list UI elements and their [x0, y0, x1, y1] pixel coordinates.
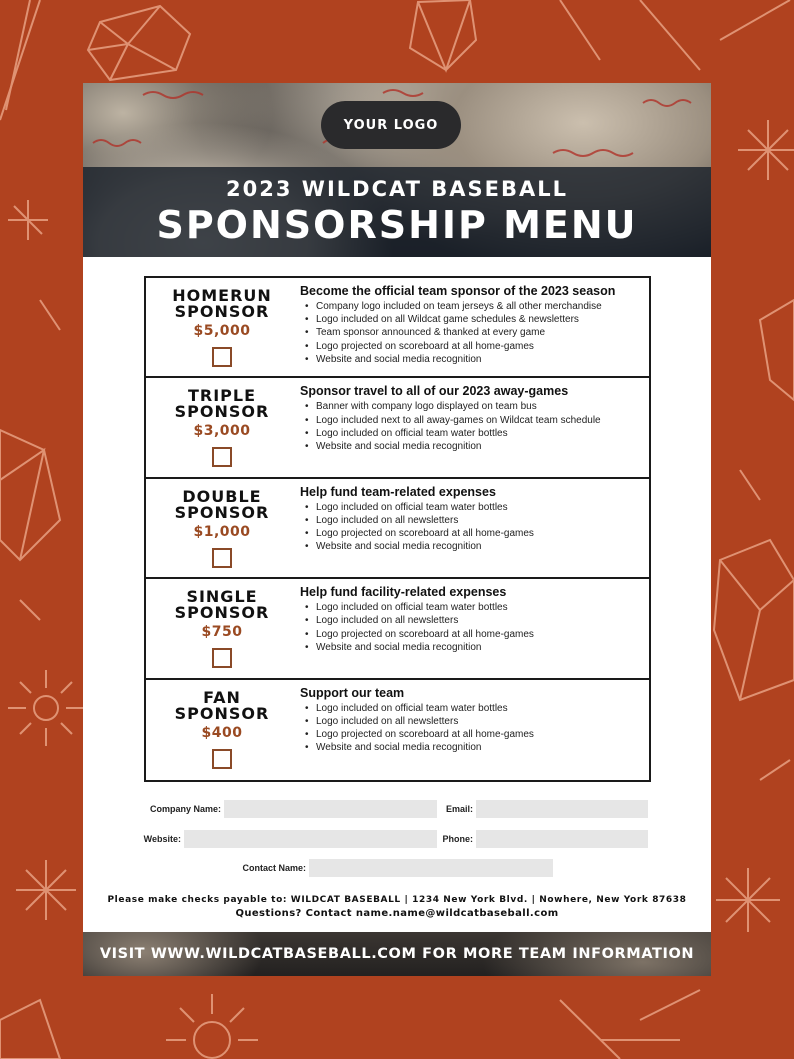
benefit-item: • Website and social media recognition [300, 741, 649, 754]
benefit-list [300, 702, 649, 755]
tier-summary [146, 479, 298, 577]
email-label: Email: [445, 804, 473, 814]
tier-checkbox[interactable] [212, 447, 232, 467]
company-name-field[interactable] [224, 800, 437, 818]
tier-summary [146, 278, 298, 376]
benefit-item: • Logo included on official team water bottles [300, 501, 649, 514]
contact-name-label: Contact Name: [242, 863, 306, 873]
tier-name-suffix: SPONSOR [174, 502, 270, 522]
benefit-item: • Logo projected on scoreboard at all home-games [300, 728, 649, 741]
sponsorship-sheet [83, 83, 711, 976]
tier-name-suffix: SPONSOR [174, 302, 270, 321]
tier-heading: Help fund team-related expenses [300, 484, 496, 499]
website-banner-text: VISIT WWW.WILDCATBASEBALL.COM FOR MORE TEAM INFORMATION [99, 946, 695, 962]
benefit-item: • Logo included on all Wildcat game schedules & newsletters [300, 313, 649, 326]
benefit-item: • Logo included on all newsletters [300, 715, 649, 728]
tier-name-suffix: SPONSOR [174, 402, 270, 422]
benefit-item: • Logo included next to all away-games on Wildcat team schedule [300, 414, 649, 427]
tier-row-double [146, 479, 649, 579]
tier-heading: Become the official team sponsor of the 2023 season [300, 284, 616, 298]
page-subtitle: 2023 WILDCAT BASEBALL [226, 177, 568, 201]
benefit-list [300, 601, 649, 654]
benefit-item: • Website and social media recognition [300, 540, 649, 553]
tier-summary [146, 579, 298, 677]
logo-placeholder: YOUR LOGO [321, 101, 461, 149]
tier-price: $750 [201, 624, 243, 641]
tier-name: SINGLE [186, 587, 258, 607]
tier-details [298, 479, 649, 577]
phone-label: Phone: [442, 834, 473, 844]
benefit-item: • Website and social media recognition [300, 440, 649, 453]
tier-row-single [146, 579, 649, 679]
benefit-item: • Logo included on official team water bottles [300, 427, 649, 440]
tier-checkbox[interactable] [212, 648, 232, 668]
tier-name: DOUBLE [182, 486, 262, 506]
benefit-item: • Banner with company logo displayed on team bus [300, 400, 649, 413]
benefit-item: • Logo included on official team water bottles [300, 702, 649, 715]
benefit-item: • Logo included on official team water bottles [300, 601, 649, 614]
benefit-list [300, 300, 649, 366]
benefit-item: • Team sponsor announced & thanked at every game [300, 326, 649, 339]
tier-price: $3,000 [193, 423, 251, 440]
benefit-list [300, 400, 649, 453]
header-hero [83, 83, 711, 257]
tier-name-suffix: SPONSOR [174, 703, 270, 723]
tier-row-homerun [146, 278, 649, 378]
benefit-item: • Logo projected on scoreboard at all home-games [300, 527, 649, 540]
benefit-list [300, 501, 649, 554]
benefit-item: • Website and social media recognition [300, 641, 649, 654]
tier-summary [146, 378, 298, 476]
tier-row-triple [146, 378, 649, 478]
phone-field[interactable] [476, 830, 648, 848]
tier-summary [146, 680, 298, 780]
tier-checkbox[interactable] [212, 548, 232, 568]
tier-price: $5,000 [193, 323, 251, 339]
contact-name-field[interactable] [309, 859, 553, 877]
tier-checkbox[interactable] [212, 347, 232, 367]
tier-name: HOMERUN [172, 286, 272, 305]
benefit-item: • Company logo included on team jerseys & all other merchandise [300, 300, 649, 313]
tier-heading: Sponsor travel to all of our 2023 away-games [300, 384, 569, 399]
tier-details [298, 579, 649, 677]
website-label: Website: [143, 834, 181, 844]
email-field[interactable] [476, 800, 648, 818]
tier-details [298, 278, 649, 376]
tier-price: $400 [201, 724, 243, 741]
website-field[interactable] [184, 830, 437, 848]
contact-info: Questions? Contact name.name@wildcatbaseball.com [235, 908, 559, 919]
tier-heading: Support our team [300, 685, 405, 700]
tier-details [298, 378, 649, 476]
tier-row-fan [146, 680, 649, 780]
tier-name-suffix: SPONSOR [174, 603, 270, 623]
benefit-item: • Logo projected on scoreboard at all home-games [300, 628, 649, 641]
website-banner [83, 932, 711, 976]
tier-checkbox[interactable] [212, 749, 232, 769]
benefit-item: • Logo included on all newsletters [300, 614, 649, 627]
tier-name: FAN [203, 687, 241, 707]
tier-price: $1,000 [193, 523, 251, 540]
tier-details [298, 680, 649, 780]
benefit-item: • Logo included on all newsletters [300, 514, 649, 527]
benefit-item: • Website and social media recognition [300, 353, 649, 366]
payment-instructions: Please make checks payable to: WILDCAT BASEBALL | 1234 New York Blvd. | Nowhere, New York 87638 [107, 895, 687, 905]
title-band [83, 167, 711, 257]
company-name-label: Company Name: [149, 804, 221, 814]
benefit-item: • Logo projected on scoreboard at all home-games [300, 340, 649, 353]
page-title: SPONSORSHIP MENU [156, 203, 638, 247]
tier-heading: Help fund facility-related expenses [300, 585, 507, 600]
sponsor-tier-table [144, 276, 651, 782]
tier-name: TRIPLE [187, 386, 257, 406]
